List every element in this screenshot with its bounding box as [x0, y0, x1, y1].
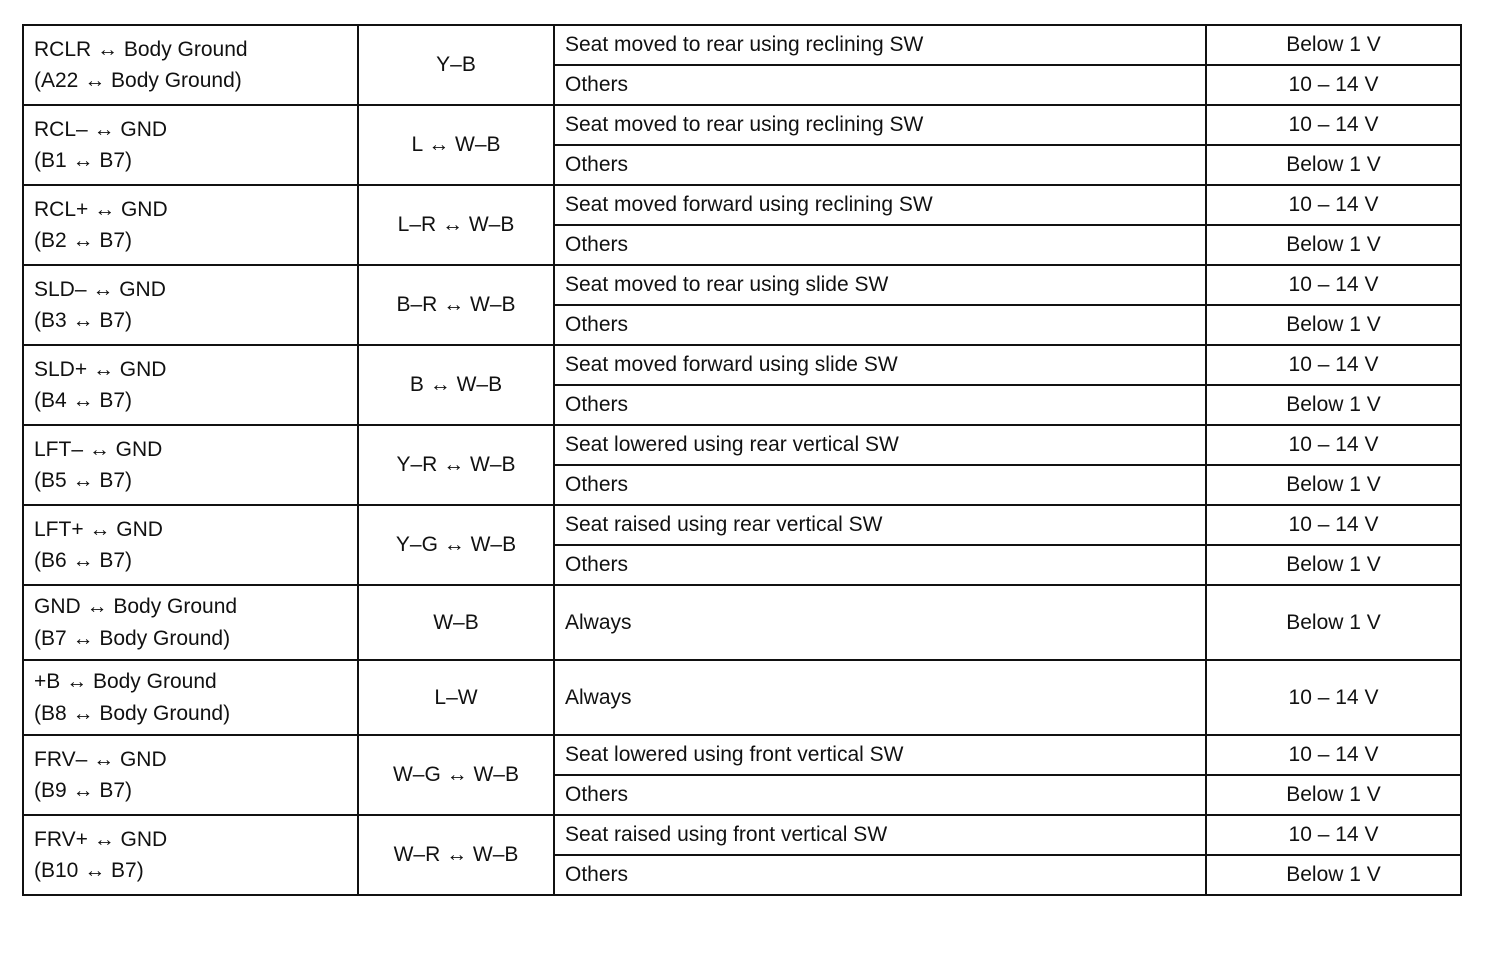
condition-cell: Others — [554, 225, 1206, 265]
terminal-voltage-table — [22, 24, 1462, 896]
wiring-color-cell: Y–G ↔ W–B — [358, 505, 554, 585]
wiring-color-cell: B ↔ W–B — [358, 345, 554, 425]
condition-cell: Seat moved forward using slide SW — [554, 345, 1206, 385]
specified-condition-cell: 10 – 14 V — [1206, 425, 1461, 465]
specified-condition-cell: Below 1 V — [1206, 225, 1461, 265]
specified-condition-cell: Below 1 V — [1206, 585, 1461, 660]
terminal-number: (B7 ↔ Body Ground) — [34, 626, 231, 650]
specified-condition-cell: Below 1 V — [1206, 305, 1461, 345]
terminal-name: RCLR ↔ Body Ground — [34, 37, 248, 61]
table-row — [23, 105, 1461, 145]
condition-cell: Others — [554, 385, 1206, 425]
specified-condition-cell: Below 1 V — [1206, 385, 1461, 425]
terminal-cell — [23, 265, 358, 345]
specified-condition-cell: 10 – 14 V — [1206, 185, 1461, 225]
terminal-cell — [23, 585, 358, 660]
terminal-name: LFT– ↔ GND — [34, 437, 163, 461]
terminal-number: (B3 ↔ B7) — [34, 309, 133, 332]
terminal-name: RCL– ↔ GND — [34, 117, 168, 141]
table-row — [23, 265, 1461, 305]
condition-cell: Seat moved to rear using slide SW — [554, 265, 1206, 305]
condition-cell: Seat moved to rear using reclining SW — [554, 25, 1206, 65]
condition-cell: Seat moved to rear using reclining SW — [554, 105, 1206, 145]
condition-cell: Seat moved forward using reclining SW — [554, 185, 1206, 225]
wiring-color-cell: L–W — [358, 660, 554, 735]
terminal-cell — [23, 345, 358, 425]
terminal-cell — [23, 660, 358, 735]
terminal-name: LFT+ ↔ GND — [34, 517, 163, 541]
terminal-name: +B ↔ Body Ground — [34, 670, 217, 693]
specified-condition-cell: 10 – 14 V — [1206, 265, 1461, 305]
wiring-color-cell: L–R ↔ W–B — [358, 185, 554, 265]
table-row — [23, 505, 1461, 545]
terminal-cell — [23, 815, 358, 895]
specified-condition-cell: Below 1 V — [1206, 465, 1461, 505]
condition-cell: Seat raised using rear vertical SW — [554, 505, 1206, 545]
specified-condition-cell: 10 – 14 V — [1206, 105, 1461, 145]
terminal-number: (A22 ↔ Body Ground) — [34, 69, 242, 92]
terminal-number: (B1 ↔ B7) — [34, 149, 133, 172]
wiring-color-cell: L ↔ W–B — [358, 105, 554, 185]
terminal-name: GND ↔ Body Ground — [34, 595, 238, 618]
condition-cell: Others — [554, 545, 1206, 585]
specified-condition-cell: Below 1 V — [1206, 775, 1461, 815]
condition-cell: Seat lowered using front vertical SW — [554, 735, 1206, 775]
condition-cell: Always — [554, 585, 1206, 660]
terminal-name: SLD+ ↔ GND — [34, 357, 167, 381]
specified-condition-cell: 10 – 14 V — [1206, 505, 1461, 545]
specified-condition-cell: 10 – 14 V — [1206, 815, 1461, 855]
specified-condition-cell: 10 – 14 V — [1206, 735, 1461, 775]
terminal-cell — [23, 735, 358, 815]
specified-condition-cell: Below 1 V — [1206, 145, 1461, 185]
wiring-color-cell: Y–B — [358, 25, 554, 105]
terminal-number: (B10 ↔ B7) — [34, 859, 144, 882]
table-row — [23, 660, 1461, 735]
wiring-color-cell: W–R ↔ W–B — [358, 815, 554, 895]
terminal-number: (B4 ↔ B7) — [34, 389, 133, 412]
terminal-name: FRV– ↔ GND — [34, 747, 167, 771]
table-row — [23, 815, 1461, 855]
terminal-cell — [23, 185, 358, 265]
terminal-name: RCL+ ↔ GND — [34, 197, 168, 221]
wiring-color-cell: W–B — [358, 585, 554, 660]
terminal-name: FRV+ ↔ GND — [34, 827, 168, 851]
condition-cell: Seat raised using front vertical SW — [554, 815, 1206, 855]
table-row — [23, 425, 1461, 465]
specified-condition-cell: 10 – 14 V — [1206, 345, 1461, 385]
terminal-number: (B5 ↔ B7) — [34, 469, 133, 492]
terminal-cell — [23, 425, 358, 505]
wiring-color-cell: B–R ↔ W–B — [358, 265, 554, 345]
condition-cell: Others — [554, 775, 1206, 815]
condition-cell: Others — [554, 305, 1206, 345]
condition-cell: Seat lowered using rear vertical SW — [554, 425, 1206, 465]
terminal-cell — [23, 25, 358, 105]
condition-cell: Others — [554, 465, 1206, 505]
wiring-color-cell: W–G ↔ W–B — [358, 735, 554, 815]
terminal-number: (B8 ↔ Body Ground) — [34, 701, 231, 725]
table-row — [23, 585, 1461, 660]
table-body — [23, 25, 1461, 895]
table-row — [23, 25, 1461, 65]
specified-condition-cell: 10 – 14 V — [1206, 65, 1461, 105]
terminal-number: (B9 ↔ B7) — [34, 779, 133, 802]
condition-cell: Others — [554, 145, 1206, 185]
specified-condition-cell: Below 1 V — [1206, 25, 1461, 65]
table-row — [23, 735, 1461, 775]
terminal-number: (B2 ↔ B7) — [34, 229, 133, 252]
terminal-number: (B6 ↔ B7) — [34, 549, 133, 572]
condition-cell: Always — [554, 660, 1206, 735]
terminal-name: SLD– ↔ GND — [34, 277, 166, 301]
specified-condition-cell: Below 1 V — [1206, 545, 1461, 585]
table-row — [23, 345, 1461, 385]
specified-condition-cell: 10 – 14 V — [1206, 660, 1461, 735]
table-row — [23, 185, 1461, 225]
condition-cell: Others — [554, 855, 1206, 895]
wiring-color-cell: Y–R ↔ W–B — [358, 425, 554, 505]
terminal-cell — [23, 505, 358, 585]
specified-condition-cell: Below 1 V — [1206, 855, 1461, 895]
terminal-cell — [23, 105, 358, 185]
condition-cell: Others — [554, 65, 1206, 105]
